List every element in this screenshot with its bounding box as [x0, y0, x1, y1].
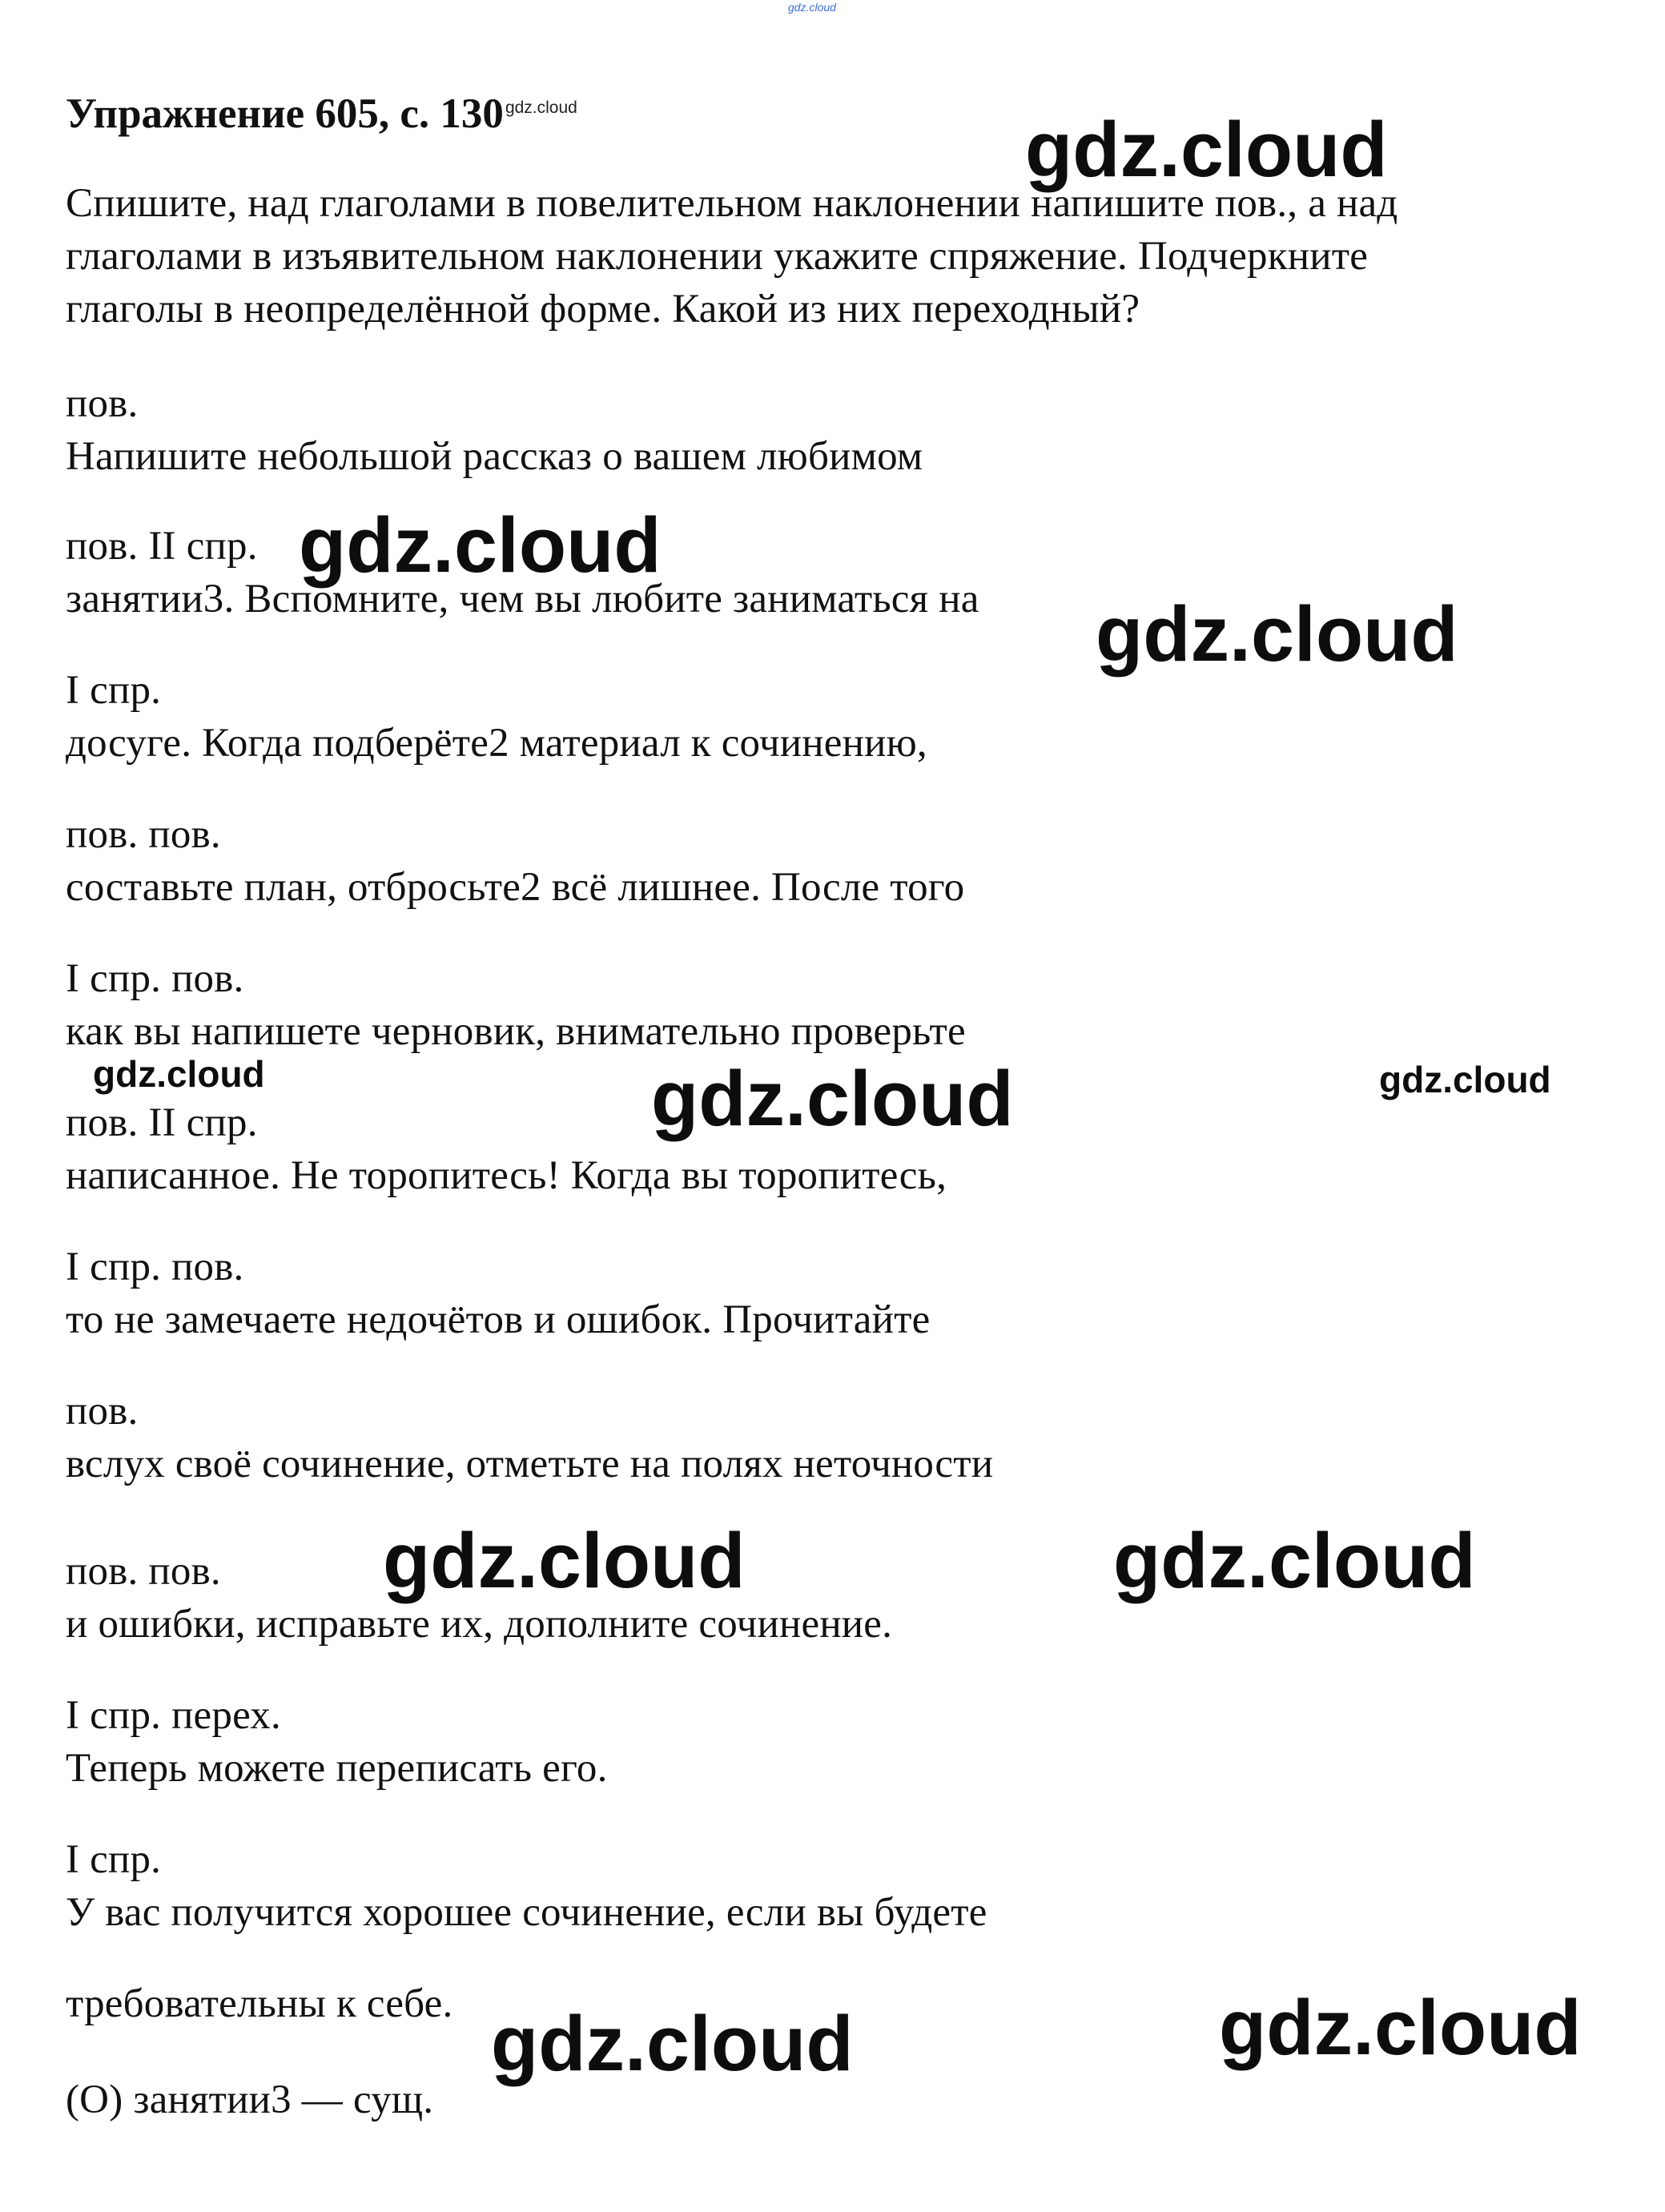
- text-line: как вы напишете черновик, внимательно проверьте: [66, 1009, 966, 1054]
- watermark: gdz.cloud: [299, 501, 662, 589]
- task-line: Спишите, над глаголами в повелительном наклонении напишите пов., а над: [66, 181, 1398, 226]
- text-line: составьте план, отбросьте2 всё лишнее. После того: [66, 865, 965, 910]
- annotation-line: пов. пов.: [66, 812, 221, 857]
- watermark: gdz.cloud: [491, 2000, 854, 2087]
- text-line: требовательны к себе.: [66, 1981, 453, 2026]
- exercise-title-text: Упражнение 605, с. 130: [66, 90, 504, 137]
- text-line: написанное. Не торопитесь! Когда вы торопитесь,: [66, 1153, 947, 1198]
- watermark: gdz.cloud: [651, 1055, 1014, 1142]
- title-watermark: gdz.cloud: [505, 99, 577, 117]
- watermark: gdz.cloud: [1096, 590, 1458, 678]
- task-line: глаголами в изъявительном наклонении укажите спряжение. Подчеркните: [66, 234, 1369, 279]
- watermark: gdz.cloud: [1219, 1984, 1582, 2071]
- annotation-line: пов.: [66, 381, 139, 426]
- watermark: gdz.cloud: [93, 1053, 265, 1095]
- annotation-line: I спр. пов.: [66, 956, 244, 1001]
- text-line: (О) занятии3 — сущ.: [66, 2077, 434, 2122]
- text-line: Напишите небольшой рассказ о вашем любимом: [66, 434, 923, 479]
- annotation-line: I спр. пов.: [66, 1245, 244, 1289]
- watermark: gdz.cloud: [1379, 1059, 1551, 1100]
- watermark: gdz.cloud: [1025, 106, 1388, 193]
- watermark: gdz.cloud: [1113, 1517, 1476, 1604]
- text-line: то не замечаете недочётов и ошибок. Прочитайте: [66, 1297, 931, 1342]
- text-line: занятии3. Вспомните, чем вы любите заниматься на: [66, 577, 979, 621]
- annotation-line: I спр.: [66, 1837, 162, 1882]
- watermark: gdz.cloud: [383, 1517, 746, 1604]
- text-line: досуге. Когда подберёте2 материал к сочинению,: [66, 721, 927, 766]
- annotation-line: пов. II спр.: [66, 524, 258, 569]
- text-line: У вас получится хорошее сочинение, если вы будете: [66, 1890, 987, 1935]
- annotation-line: пов. пов.: [66, 1549, 221, 1594]
- annotation-line: I спр. перех.: [66, 1693, 281, 1738]
- top-watermark: gdz.cloud: [788, 1, 836, 14]
- exercise-title: [66, 90, 577, 139]
- text-line: Теперь можете переписать его.: [66, 1746, 608, 1791]
- annotation-line: I спр.: [66, 668, 162, 713]
- annotation-line: пов.: [66, 1389, 139, 1434]
- task-line: глаголы в неопределённой форме. Какой из них переходный?: [66, 287, 1140, 332]
- text-line: и ошибки, исправьте их, дополните сочинение.: [66, 1602, 893, 1647]
- annotation-line: пов. II спр.: [66, 1100, 258, 1145]
- text-line: вслух своё сочинение, отметьте на полях неточности: [66, 1442, 994, 1486]
